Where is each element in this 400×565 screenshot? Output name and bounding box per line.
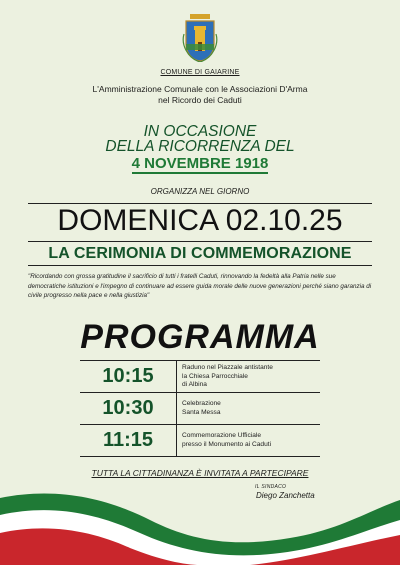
divider-bottom	[28, 241, 372, 242]
divider-ceremony	[28, 265, 372, 266]
invitation-text: TUTTA LA CITTADINANZA È INVITATA A PARTECIPARE	[91, 468, 309, 478]
organizza-text: ORGANIZZA NEL GIORNO	[150, 187, 250, 196]
schedule-divider	[176, 425, 177, 456]
commemoration-quote: "Ricordando con grossa gratitudine il sacrificio di tutti i fratelli Caduti, rinnovando la fedeltà alla Patria nelle sue democratiche istituzioni e l'impegno di continuare ad essere guida morale delle nuove generazioni perché siano garanzia di civile progresso nella pace e nella giustizia"	[28, 273, 372, 299]
schedule-divider	[176, 361, 177, 392]
schedule-description	[182, 432, 322, 449]
admin-line-2: nel Ricordo dei Caduti	[158, 95, 242, 105]
administration-text	[60, 84, 340, 106]
schedule-desc-line: Raduno nel Piazzale antistante	[182, 364, 273, 371]
schedule-row	[80, 360, 320, 392]
schedule-desc-line: di Albina	[182, 381, 207, 388]
programma-title: PROGRAMMA	[80, 318, 320, 356]
schedule-time: 10:30	[102, 397, 154, 419]
admin-line-1: L'Amministrazione Comunale con le Associazioni D'Arma	[92, 84, 308, 94]
schedule-desc-line: Commemorazione Ufficiale	[182, 432, 262, 439]
schedule-desc-line: Celebrazione	[182, 400, 221, 407]
occasion-line-1: IN OCCASIONE	[143, 123, 257, 140]
occasion-heading	[0, 124, 400, 154]
occasion-line-2: DELLA RICORRENZA DEL	[105, 138, 295, 155]
schedule-row	[80, 424, 320, 457]
crest-icon	[181, 14, 219, 62]
anniversary-date-text: 4 NOVEMBRE 1918	[131, 155, 269, 172]
schedule-description	[182, 364, 322, 390]
schedule-time: 10:15	[102, 365, 154, 387]
mayor-label: IL SINDACO	[255, 484, 287, 490]
schedule-desc-line: presso il Monumento ai Caduti	[182, 440, 272, 448]
schedule-description	[182, 400, 322, 417]
anniversary-date	[0, 155, 400, 172]
schedule-table	[80, 360, 320, 457]
schedule-row	[80, 392, 320, 424]
mayor-name: Diego Zanchetta	[256, 491, 315, 500]
schedule-time: 11:15	[102, 429, 154, 451]
schedule-desc-line: Santa Messa	[182, 408, 221, 416]
event-day: DOMENICA 02.10.25	[57, 204, 343, 237]
ceremony-title: LA CERIMONIA DI COMMEMORAZIONE	[48, 245, 352, 262]
comune-name: COMUNE DI GAIARINE	[160, 69, 240, 76]
schedule-desc-line: la Chiesa Parrocchiale	[182, 372, 248, 380]
schedule-divider	[176, 393, 177, 424]
